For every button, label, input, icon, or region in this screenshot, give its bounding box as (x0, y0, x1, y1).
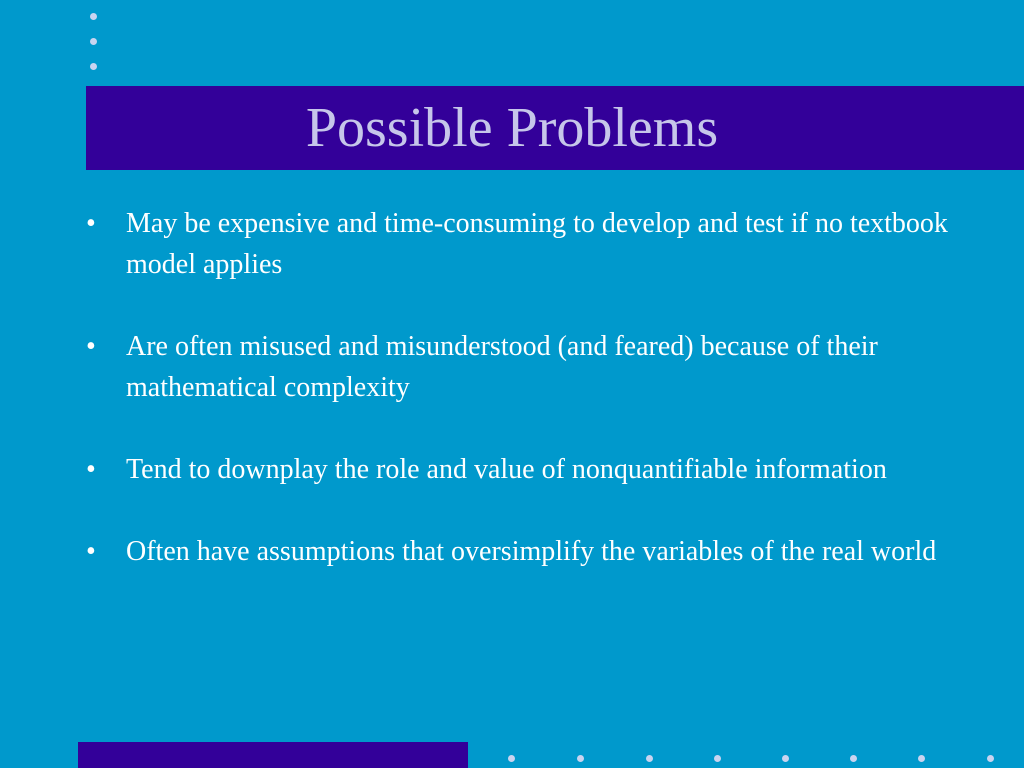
bullet-item (86, 203, 956, 285)
decor-dot-bottom-3 (646, 755, 653, 762)
decor-dot-top-1 (90, 13, 97, 20)
decor-dot-bottom-8 (987, 755, 994, 762)
bullet-item (86, 531, 956, 572)
slide-title: Possible Problems (305, 97, 719, 159)
bullet-marker: • (86, 331, 96, 362)
bullet-marker: • (86, 208, 96, 239)
bullet-text: Often have assumptions that oversimplify the variables of the real world (126, 536, 937, 567)
decor-dot-bottom-7 (918, 755, 925, 762)
decor-dot-bottom-6 (850, 755, 857, 762)
decor-dot-bottom-4 (714, 755, 721, 762)
decor-dot-top-3 (90, 63, 97, 70)
bullet-item (86, 326, 956, 408)
footer-band (78, 742, 468, 768)
bullet-text: Are often misused and misunderstood (and feared) because of their mathematical complexity (126, 331, 878, 403)
bullet-marker: • (86, 454, 96, 485)
bullet-text: May be expensive and time-consuming to develop and test if no textbook model applies (126, 208, 948, 280)
decor-dot-bottom-2 (577, 755, 584, 762)
bullet-item (86, 449, 956, 490)
decor-dot-top-2 (90, 38, 97, 45)
bullet-text: Tend to downplay the role and value of nonquantifiable information (126, 454, 887, 485)
decor-dot-bottom-5 (782, 755, 789, 762)
decor-dot-bottom-1 (508, 755, 515, 762)
bullet-list (86, 203, 956, 613)
bullet-marker: • (86, 536, 96, 567)
